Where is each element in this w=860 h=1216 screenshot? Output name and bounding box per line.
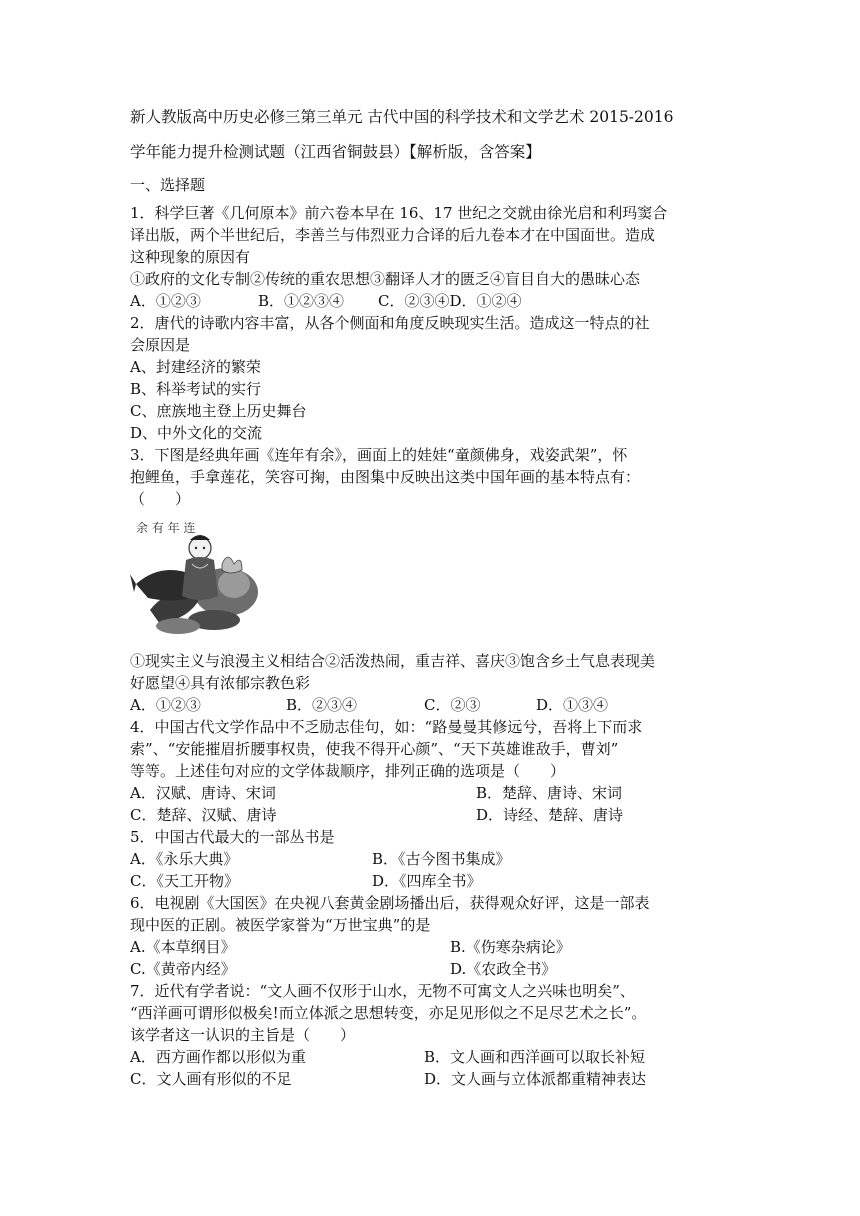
- option-row: [130, 936, 730, 958]
- question-text-line: 这种现象的原因有: [130, 248, 251, 266]
- option-row: [130, 1046, 730, 1068]
- option-row: [130, 290, 730, 312]
- question-7: [130, 980, 730, 1090]
- question-text-line: 该学者这一认识的主旨是（ ）: [130, 1026, 356, 1044]
- option-b: B．文人画和西洋画可以取长补短: [424, 1048, 646, 1066]
- option-row: [130, 958, 730, 980]
- option-a: A.《本草纲目》: [130, 938, 236, 956]
- option-c: C．《天工开物》: [130, 872, 239, 890]
- question-text-line: 译出版，两个半世纪后，李善兰与伟烈亚力合译的后九卷本才在中国面世。造成: [130, 226, 656, 244]
- option-row: [130, 1068, 730, 1090]
- question-text-line: 7．近代有学者说：“文人画不仅形于山水，无物不可寓文人之兴味也明矣”、: [130, 982, 635, 1000]
- question-2: [130, 312, 730, 444]
- document-title-line1: 新人教版高中历史必修三第三单元 古代中国的科学技术和文学艺术 2015-2016: [130, 108, 674, 126]
- option-row: [130, 782, 730, 804]
- question-1: [130, 202, 730, 312]
- option-c: C．文人画有形似的不足: [130, 1070, 292, 1088]
- document-title-line2: 学年能力提升检测试题（江西省铜鼓县）【解析版，含答案】: [130, 143, 541, 161]
- question-text-line: “西洋画可谓形似极矣!而立体派之思想转变，亦足见形似之不足尽艺术之长”。: [130, 1004, 647, 1022]
- question-text-line: 6．电视剧《大国医》在央视八套黄金剧场播出后，获得观众好评，这是一部表: [130, 894, 650, 912]
- question-statements: 好愿望④具有浓郁宗教色彩: [130, 674, 311, 692]
- option-b: B．②③④: [286, 696, 358, 714]
- section-heading: 一、选择题: [130, 176, 206, 194]
- option-a: A．①②③: [130, 696, 201, 714]
- option-row: [130, 694, 730, 716]
- question-text-line: 索”、“安能摧眉折腰事权贵，使我不得开心颜”、“天下英雄谁敌手，曹刘”: [130, 740, 619, 758]
- question-text-line: 2．唐代的诗歌内容丰富，从各个侧面和角度反映现实生活。造成这一特点的社: [130, 314, 650, 332]
- question-text-line: （ ）: [130, 490, 191, 508]
- option-a: A．《永乐大典》: [130, 850, 239, 868]
- option-b: B．《古今图书集成》: [372, 850, 511, 868]
- question-text-line: 会原因是: [130, 336, 191, 354]
- new-year-painting-image: [130, 514, 264, 638]
- option-row: [130, 848, 730, 870]
- question-text-line: 现中医的正剧。被医学家誉为“万世宝典”的是: [130, 916, 431, 934]
- question-text-line: 等等。上述佳句对应的文学体裁顺序，排列正确的选项是（ ）: [130, 762, 566, 780]
- question-6: [130, 892, 730, 980]
- option-d: D.《农政全书》: [450, 960, 557, 978]
- option-d: D、中外文化的交流: [130, 424, 263, 442]
- question-text-line: 3．下图是经典年画《连年有余》，画面上的娃娃“童颜佛身，戏姿武架”，怀: [130, 446, 628, 464]
- option-d: D．文人画与立体派都重精神表达: [424, 1070, 647, 1088]
- option-row: [130, 870, 730, 892]
- option-c-d: C．②③④D．①②④: [378, 292, 522, 310]
- question-text-line: 抱鲤鱼，手拿莲花，笑容可掬，由图集中反映出这类中国年画的基本特点有：: [130, 468, 641, 486]
- option-b: B.《伤寒杂病论》: [450, 938, 571, 956]
- option-a: A．汉赋、唐诗、宋词: [130, 784, 276, 802]
- question-3: [130, 444, 730, 716]
- question-text-line: 1．科学巨著《几何原本》前六卷本早在 16、17 世纪之交就由徐光启和利玛窦合: [130, 204, 668, 222]
- option-d: D．《四库全书》: [372, 872, 482, 890]
- option-a: A、封建经济的繁荣: [130, 358, 261, 376]
- option-d: D．①③④: [536, 696, 609, 714]
- question-5: [130, 826, 730, 892]
- question-statements: ①现实主义与浪漫主义相结合②活泼热闹，重吉祥、喜庆③饱含乡土气息表现美: [130, 652, 656, 670]
- option-d: D．诗经、楚辞、唐诗: [476, 806, 624, 824]
- option-c: C．②③: [424, 696, 481, 714]
- option-b: B．楚辞、唐诗、宋词: [476, 784, 623, 802]
- option-c: C．楚辞、汉赋、唐诗: [130, 806, 277, 824]
- question-statements: ①政府的文化专制②传统的重农思想③翻译人才的匮乏④盲目自大的愚昧心态: [130, 270, 641, 288]
- option-a: A．①②③: [130, 292, 201, 310]
- option-b: B．①②③④: [258, 292, 345, 310]
- painting-caption: 余 有 年 连: [136, 521, 196, 535]
- option-row: [130, 804, 730, 826]
- question-text-line: 4．中国古代文学作品中不乏励志佳句，如：“路曼曼其修远兮，吾将上下而求: [130, 718, 643, 736]
- option-a: A．西方画作都以形似为重: [130, 1048, 306, 1066]
- document-page: [130, 100, 730, 1090]
- question-text-line: 5．中国古代最大的一部丛书是: [130, 828, 335, 846]
- question-4: [130, 716, 730, 826]
- option-c: C、庶族地主登上历史舞台: [130, 402, 307, 420]
- option-c: C.《黄帝内经》: [130, 960, 236, 978]
- option-b: B、科举考试的实行: [130, 380, 262, 398]
